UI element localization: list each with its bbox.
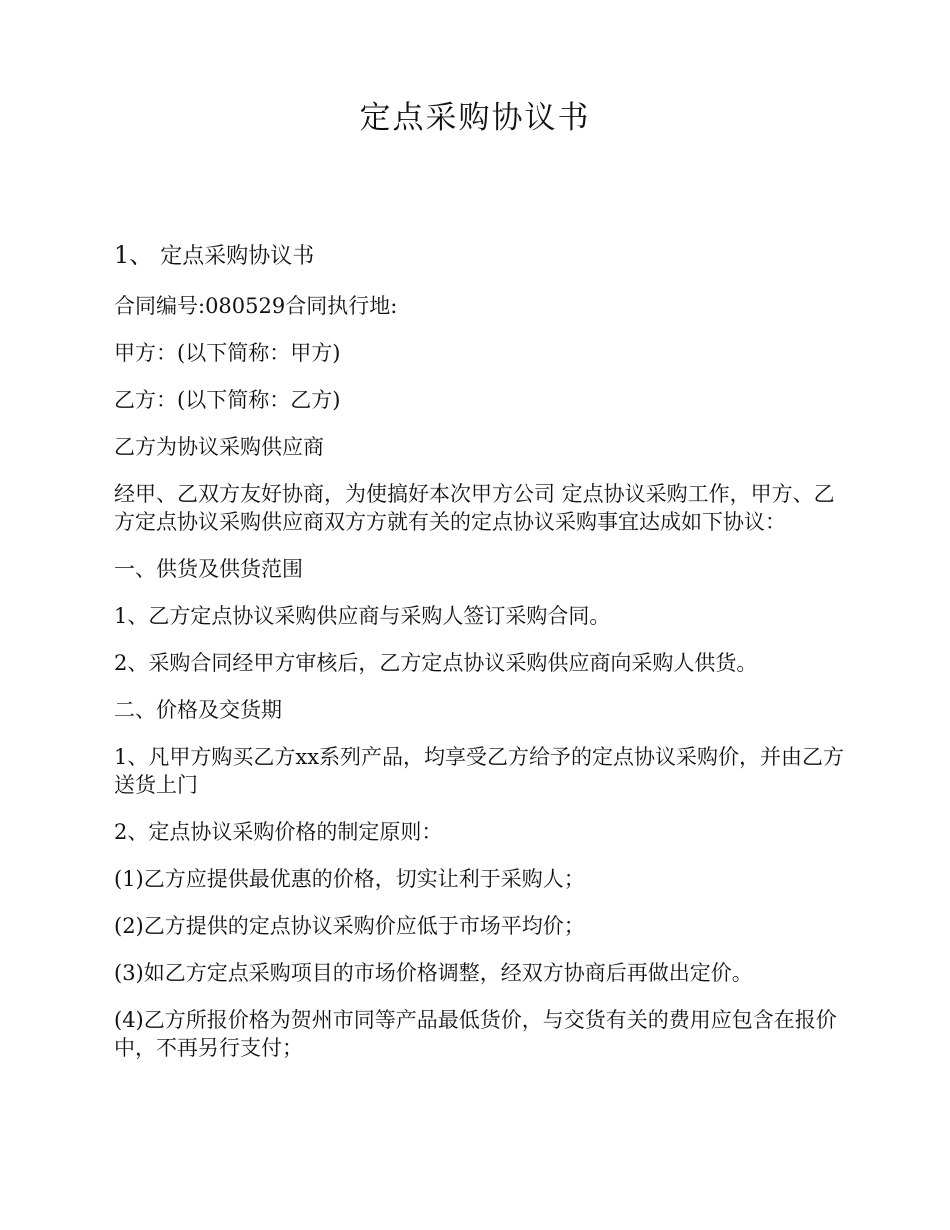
paragraph-contract-number: 合同编号:080529合同执行地: [114, 294, 398, 318]
clause-price-2-item-2: (2)乙方提供的定点协议采购价应低于市场平均价； [114, 914, 585, 938]
document-body [114, 292, 854, 1081]
paragraph-party-b: 乙方：(以下简称：乙方) [114, 388, 341, 412]
section-heading-text: 定点采购协议书 [160, 244, 315, 269]
clause-price-2-item-4: (4)乙方所报价格为贺州市同等产品最低货价，与交货有关的费用应包含在报价中，不再另行支付； [114, 1008, 837, 1060]
paragraph-supplier: 乙方为协议采购供应商 [114, 435, 324, 459]
paragraph-party-a: 甲方：(以下简称：甲方) [114, 341, 341, 365]
clause-price-2-item-3: (3)如乙方定点采购项目的市场价格调整，经双方协商后再做出定价。 [114, 961, 753, 985]
clause-supply-1: 1、乙方定点协议采购供应商与采购人签订采购合同。 [114, 604, 611, 628]
clause-heading-supply: 一、供货及供货范围 [114, 557, 303, 581]
document-title: 定点采购协议书 [359, 100, 591, 136]
clause-price-2: 2、定点协议采购价格的制定原则： [114, 820, 443, 844]
section-heading-number: 1、 [114, 241, 154, 269]
clause-price-2-item-1: (1)乙方应提供最优惠的价格，切实让利于采购人； [114, 867, 585, 891]
section-heading [114, 238, 314, 274]
clause-supply-2: 2、采购合同经甲方审核后，乙方定点协议采购供应商向采购人供货。 [114, 651, 758, 675]
clause-heading-price: 二、价格及交货期 [114, 698, 282, 722]
clause-price-1: 1、凡甲方购买乙方xx系列产品，均享受乙方给予的定点协议采购价，并由乙方送货上门 [114, 745, 845, 797]
paragraph-preamble: 经甲、乙双方友好协商，为使搞好本次甲方公司 定点协议采购工作，甲方、乙方定点协议采购供应商双方方就有关的定点协议采购事宜达成如下协议： [114, 482, 835, 534]
